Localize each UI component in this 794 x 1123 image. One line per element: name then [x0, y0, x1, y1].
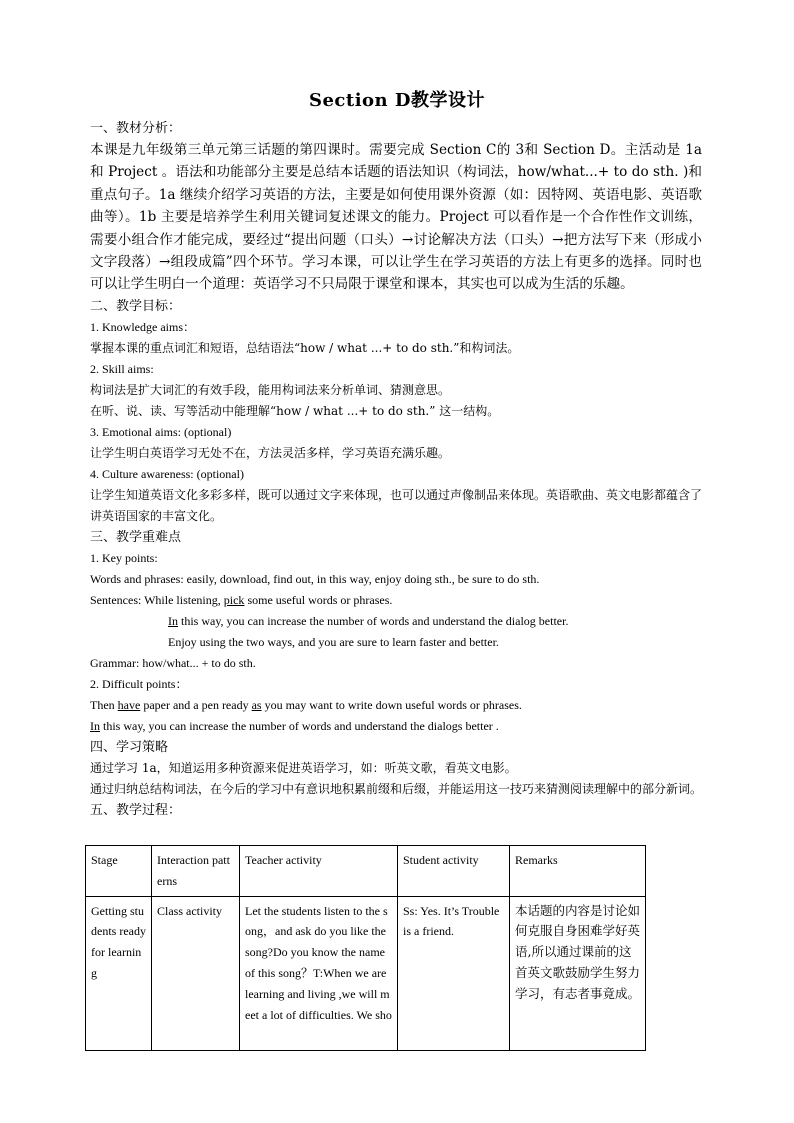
knowledge-aims-label: 1. Knowledge aims： — [90, 319, 195, 334]
key-sentence-1-rest: some useful words or phrases. — [244, 592, 393, 607]
key-sentence-1 — [90, 590, 702, 611]
document-body — [90, 118, 702, 821]
table-header-interaction: Interaction patterns — [152, 846, 240, 897]
key-words-phrases: Words and phrases: easily, download, find out, in this way, enjoy doing sth., be sure to do sth. — [90, 571, 540, 586]
table-header-remarks: Remarks — [510, 846, 646, 897]
difficult-sentence-1-a: Then — [90, 697, 118, 712]
material-analysis-text: 本课是九年级第三单元第三话题的第四课时。需要完成 Section C的 3和 Section D。主活动是 1a 和 Project 。语法和功能部分主要是总结本话题的语法知识（构词法，how/what...+ to do sth. )和重点句子。1a 继续介绍学习英语的方法，主要是如何使用课外资源（如：因特网、英语电影、英语歌曲等）。1b 主要是培养学生利用关键词复述课文的能力。Project 可以看作是一个合作性作文训练，需要小组合作才能完成，要经过“提出问题（口头）→讨论解决方法（口头）→把方法写下来（形成小文字段落）→组段成篇”四个环节。学习本课，可以让学生在学习英语的方法上有更多的选择。同时也可以让学生明白一个道理：英语学习不只局限于课堂和课本，其实也可以成为生活的乐趣。 — [90, 142, 702, 293]
key-sentence-3: Enjoy using the two ways, and you are sure to learn faster and better. — [168, 634, 499, 649]
skill-aims-text-2: 在听、说、读、写等活动中能理解“how / what ...+ to do sth.” 这一结构。 — [90, 403, 500, 418]
key-sentence-2 — [90, 611, 702, 632]
skill-aims-text-1: 构词法是扩大词汇的有效手段，能用构词法来分析单词、猜测意思。 — [90, 382, 451, 397]
skill-aims-label: 2. Skill aims: — [90, 361, 154, 376]
table-header-student: Student activity — [398, 846, 510, 897]
key-sentence-2-in: In — [168, 613, 178, 628]
difficult-sentence-1 — [90, 695, 702, 716]
table-header-teacher: Teacher activity — [240, 846, 398, 897]
section-heading-material-analysis: 一、教材分析： — [90, 121, 182, 136]
key-points-label: 1. Key points: — [90, 550, 158, 565]
difficult-sentence-1-have: have — [117, 697, 141, 712]
grammar-point: Grammar: how/what... + to do sth. — [90, 655, 256, 670]
page-title: Section D教学设计 — [308, 90, 486, 111]
cell-student-activity: Ss: Yes. It’s Trouble is a friend. — [398, 896, 510, 1050]
strategy-text-1: 通过学习 1a，知道运用多种资源来促进英语学习，如：听英文歌，看英文电影。 — [90, 760, 517, 775]
cell-stage: Getting students ready for learning — [86, 896, 152, 1050]
emotional-aims-label: 3. Emotional aims: (optional) — [90, 424, 232, 439]
cell-teacher-activity: Let the students listen to the song，and ask do you like the song?Do you know the name of this song？T:When we are learning and living ,we will meet a lot of difficulties. We sho — [240, 896, 398, 1050]
table-header-stage: Stage — [86, 846, 152, 897]
table-row — [86, 896, 646, 1050]
difficult-sentence-1-c: you may want to write down useful words or phrases. — [261, 697, 522, 712]
cell-remarks: 本话题的内容是讨论如何克服自身困难学好英语,所以通过课前的这首英文歌鼓励学生努力学习，有志者事竟成。 — [510, 896, 646, 1050]
section-heading-key-difficult-points: 三、教学重难点 — [90, 529, 182, 545]
difficult-sentence-2-rest: this way, you can increase the number of words and understand the dialogs better . — [100, 718, 499, 733]
difficult-points-label: 2. Difficult points： — [90, 676, 188, 691]
difficult-sentence-2-in: In — [90, 718, 100, 733]
difficult-sentence-1-as: as — [251, 697, 262, 712]
cell-interaction: Class activity — [152, 896, 240, 1050]
emotional-aims-text: 让学生明白英语学习无处不在，方法灵活多样，学习英语充满乐趣。 — [90, 445, 451, 460]
teaching-process-table — [85, 845, 646, 1051]
section-heading-learning-strategy: 四、学习策略 — [90, 739, 169, 755]
key-sentence-2-rest: this way, you can increase the number of words and understand the dialog better. — [178, 613, 569, 628]
section-heading-teaching-aims: 二、教学目标： — [90, 298, 182, 314]
knowledge-aims-text: 掌握本课的重点词汇和短语，总结语法“how / what ...+ to do sth.”和构词法。 — [90, 340, 520, 355]
strategy-text-2: 通过归纳总结构词法，在今后的学习中有意识地积累前缀和后缀，并能运用这一技巧来猜测阅读理解中的部分新词。 — [90, 781, 703, 796]
difficult-sentence-2 — [90, 716, 702, 737]
key-sentence-1-pick: pick — [223, 592, 245, 607]
key-sentence-1-prefix: Sentences: While listening, — [90, 592, 224, 607]
difficult-sentence-1-b: paper and a pen ready — [140, 697, 252, 712]
section-heading-teaching-process: 五、教学过程： — [90, 802, 182, 818]
table-header-row — [86, 846, 646, 897]
culture-awareness-label: 4. Culture awareness: (optional) — [90, 466, 244, 481]
culture-awareness-text: 让学生知道英语文化多彩多样，既可以通过文字来体现，也可以通过声像制品来体现。英语歌曲、英文电影都蕴含了讲英语国家的丰富文化。 — [90, 487, 703, 523]
